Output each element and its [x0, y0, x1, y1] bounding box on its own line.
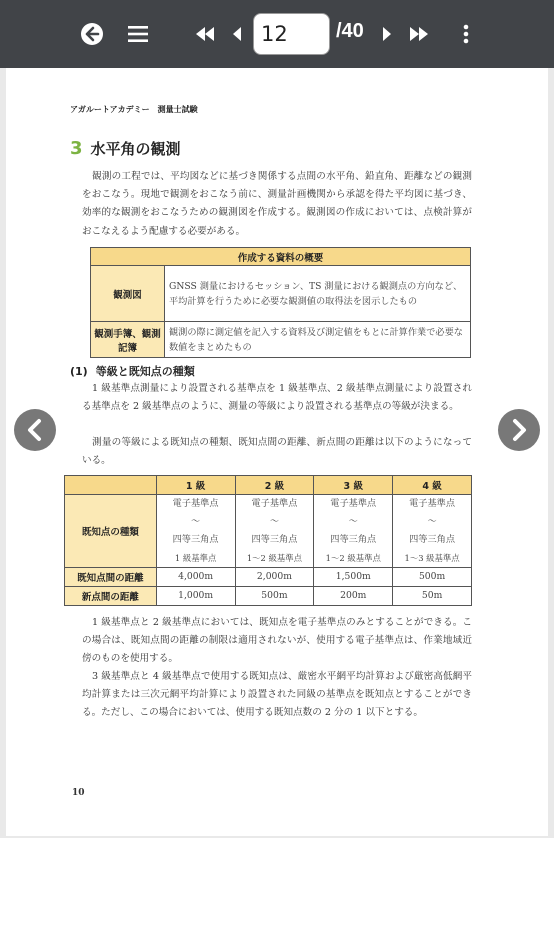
grade-header: 2 級	[235, 476, 314, 495]
back-circle-icon	[80, 22, 104, 46]
document-page	[6, 68, 548, 836]
rewind-icon	[195, 27, 215, 41]
last-page-button[interactable]	[406, 14, 432, 54]
known-type-label: 既知点の種類	[65, 495, 157, 568]
cell-line: 電子基準点	[409, 498, 456, 509]
paragraph	[82, 614, 472, 669]
grade-header: 4 級	[393, 476, 472, 495]
running-head: アガルートアカデミー 測量士試験	[70, 105, 198, 114]
intro-text: 観測の工程では、平均図などに基づき関係する点間の水平角、鉛直角、距離などの観測をおこなう。現地で観測をおこなう前に、測量計画機関から承認を得た平均図に基づき、効率的な観測をおこなうための観測図を作成する。観測図の作成においては、点検計算がおこなえるよう配慮する必要がある。	[82, 171, 472, 237]
triangle-left-icon	[232, 27, 242, 41]
new-distance-cell: 50m	[393, 587, 472, 606]
first-page-button[interactable]	[192, 14, 218, 54]
paragraph	[82, 380, 472, 416]
known-type-cell	[314, 495, 393, 568]
page-number-input[interactable]	[253, 13, 330, 55]
resources-row-text: GNSS 測量におけるセッション、TS 測量における観測点の方向など、平均計算を行うために必要な観測値の取得法を図示したもの	[165, 266, 471, 322]
resources-row-text: 観測の際に測定値を記入する資料及び測定値をもとに計算作業で必要な数値をまとめたもの	[165, 322, 471, 358]
paragraph-text: 測量の等級による既知点の種類、既知点間の距離、新点間の距離は以下のようになっている。	[82, 437, 472, 467]
section-title	[70, 138, 181, 159]
subsection-title-text: 等級と既知点の種類	[95, 365, 195, 378]
kebab-menu-icon	[462, 24, 470, 44]
known-type-cell	[235, 495, 314, 568]
cell-line: 1〜3 級基準点	[404, 553, 460, 563]
new-distance-cell: 200m	[314, 587, 393, 606]
resources-row-label: 観測図	[91, 266, 165, 322]
subsection-number: (1)	[70, 365, 88, 378]
resources-table-caption: 作成する資料の概要	[91, 248, 471, 266]
cell-line: 四等三角点	[251, 534, 298, 545]
paragraph-text: 1 級基準点測量により設置される基準点を 1 級基準点、2 級基準点測量により設置される基準点を 2 級基準点のように、測量の等級により設置される基準点の等級が決まる。	[82, 383, 472, 413]
cell-line: 〜	[427, 516, 437, 527]
next-page-button[interactable]	[378, 14, 396, 54]
paragraph-text: 1 級基準点と 2 級基準点においては、既知点を電子基準点のみとすることができる。この場合は、既知点間の距離の制限は適用されないが、使用する電子基準点は、作業地域近傍のものを使用する。	[82, 617, 472, 665]
paragraph	[82, 434, 472, 470]
paragraph-text: 3 級基準点と 4 級基準点で使用する既知点は、厳密水平網平均計算および厳密高低網平均計算または三次元網平均計算により設置された同級の基準点を既知点とすることができる。ただし、この場合においては、使用する既知点数の 2 分の 1 以下とする。	[82, 671, 472, 719]
grade-header: 1 級	[156, 476, 235, 495]
cell-line: 四等三角点	[409, 534, 456, 545]
chevron-left-icon	[25, 418, 45, 442]
more-options-button[interactable]	[456, 14, 476, 54]
intro-paragraph	[82, 168, 472, 241]
cell-line: 〜	[191, 516, 201, 527]
known-type-cell	[156, 495, 235, 568]
cell-line: 電子基準点	[172, 498, 219, 509]
new-distance-cell: 1,000m	[156, 587, 235, 606]
page-number: 10	[72, 788, 85, 798]
paragraph	[82, 668, 472, 723]
chevron-right-icon	[509, 418, 529, 442]
resources-table	[90, 247, 471, 358]
known-distance-cell: 500m	[393, 568, 472, 587]
back-button[interactable]	[78, 14, 106, 54]
subsection-title	[70, 363, 195, 379]
triangle-right-icon	[382, 27, 392, 41]
table-corner	[65, 476, 157, 495]
grade-header: 3 級	[314, 476, 393, 495]
known-distance-cell: 1,500m	[314, 568, 393, 587]
next-page-arrow[interactable]	[498, 409, 540, 451]
page-total: /40	[336, 20, 364, 42]
cell-line: 四等三角点	[172, 534, 219, 545]
section-title-text: 水平角の観測	[90, 140, 181, 158]
cell-line: 1 級基準点	[174, 553, 217, 563]
new-distance-cell: 500m	[235, 587, 314, 606]
known-distance-cell: 4,000m	[156, 568, 235, 587]
known-type-cell	[393, 495, 472, 568]
cell-line: 〜	[348, 516, 358, 527]
cell-line: 1〜2 級基準点	[246, 553, 303, 563]
known-distance-label: 既知点間の距離	[65, 568, 157, 587]
menu-button[interactable]	[124, 14, 152, 54]
document-viewer[interactable]	[0, 68, 554, 838]
fast-forward-icon	[409, 27, 429, 41]
cell-line: 四等三角点	[330, 534, 377, 545]
cell-line: 1〜2 級基準点	[325, 553, 381, 563]
previous-page-arrow[interactable]	[14, 409, 56, 451]
viewer-toolbar	[0, 0, 554, 68]
new-distance-label: 新点間の距離	[65, 587, 157, 606]
cell-line: 電子基準点	[251, 498, 298, 509]
known-distance-cell: 2,000m	[235, 568, 314, 587]
hamburger-menu-icon	[127, 24, 149, 44]
cell-line: 〜	[269, 516, 280, 527]
previous-page-button[interactable]	[228, 14, 246, 54]
grades-table	[64, 475, 472, 606]
cell-line: 電子基準点	[330, 498, 377, 509]
section-number: 3	[70, 138, 83, 159]
resources-row-label: 観測手簿、観測記簿	[91, 322, 165, 358]
